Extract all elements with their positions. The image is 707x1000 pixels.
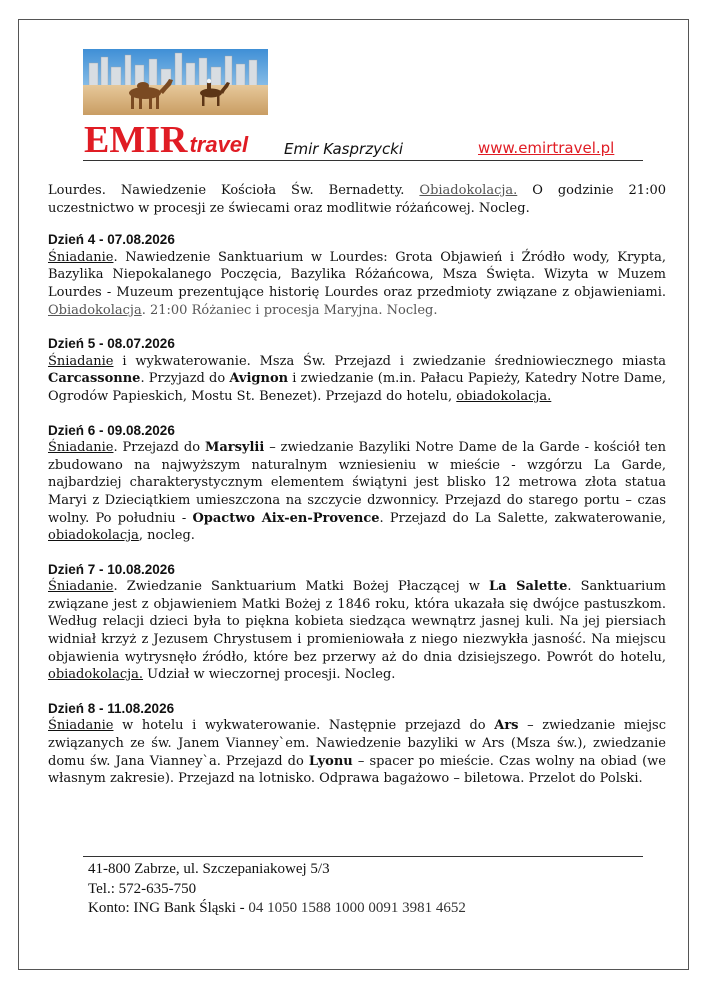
day-8-body: w hotelu i wykwaterowanie. Następnie przejazd do bbox=[113, 718, 495, 734]
day-4-dinner: Obiadokolacja bbox=[48, 302, 142, 318]
day-6-body-2: – zwiedzanie Bazyliki Notre Dame de la Garde - kościół ten zbudowano na najwyższym naturalnym wzniesieniu w mieście - wzgórzu La Garde, najbardziej charakterystycznym elementem świątyni jest blisko 12 metrowa złota statua Maryi z Dzieciątkiem umieszczona na szczycie dzwonnicy. Przejazd do starego portu – czas wolny. Po południu - bbox=[48, 440, 666, 526]
footer-phone: Tel.: 572-635-750 bbox=[88, 880, 197, 897]
day-7-body-2: . Sanktuarium związane jest z objawieniem Matki Bożej z 1846 roku, która ukazała się dwójce pastuszkom. Według relacji dzieci była to piękna kobieta siedząca wewnątrz jasnej kuli. Na jej piersiach widniał krzyż z Jezusem Chrystusem i promieniowała z niego niezwykła jasność. Na miejscu objawienia wytrysnęło źródło, które bez przerwy aż do dnia dzisiejszego. Powrót do hotelu, bbox=[48, 579, 666, 665]
day-4-body: . Nawiedzenie Sanktuarium w Lourdes: Grota Objawień i Źródło wody, Krypta, Bazylika Niepokalanego Poczęcia, Bazylika Różańcowa, Msza Święta. Wizyta w Muzem Lourdes - Muzeum prezentujące historię Lourdes oraz przedmioty związane z objawieniami. bbox=[48, 249, 666, 300]
day-5-dinner: obiadokolacja. bbox=[456, 388, 552, 404]
day-5-body-3: i zwiedzanie (m.in. Pałacu Papieży, Katedry Notre Dame, Ogrodów Papieskich, Mostu St. Benezet). Przejazd do hotelu, bbox=[48, 371, 666, 404]
day-5-body-2: . Przyjazd do bbox=[140, 371, 230, 387]
day-4-text bbox=[48, 249, 666, 319]
day-5-body: i wykwaterowanie. Msza Św. Przejazd i zwiedzanie średniowiecznego miasta bbox=[113, 353, 666, 369]
day-4-title: Dzień 4 - 07.08.2026 bbox=[48, 232, 175, 248]
day-8-breakfast: Śniadanie bbox=[48, 718, 114, 734]
day-7-la-salette: La Salette bbox=[489, 579, 568, 595]
day-6-section bbox=[48, 422, 666, 545]
day-7-title: Dzień 7 - 10.08.2026 bbox=[48, 561, 175, 577]
day-7-section bbox=[48, 561, 666, 684]
intro-text-end: O godzinie 21:00 uczestnictwo w procesji ze świecami oraz modlitwie różańcowej. Nocleg. bbox=[48, 183, 666, 216]
day-4-breakfast: Śniadanie bbox=[48, 249, 114, 265]
day-7-breakfast: Śniadanie bbox=[48, 579, 114, 595]
day-6-aix: Opactwo Aix-en-Provence bbox=[192, 510, 380, 526]
company-logo bbox=[84, 118, 274, 162]
day-5-title: Dzień 5 - 08.07.2026 bbox=[48, 336, 175, 352]
footer-divider bbox=[83, 856, 643, 857]
day-5-text bbox=[48, 353, 666, 406]
day-6-dinner: obiadokolacja bbox=[48, 528, 139, 544]
day-7-end: Udział w wieczornej procesji. Nocleg. bbox=[143, 667, 396, 683]
logo-sub-text: travel bbox=[189, 132, 249, 157]
day-4-section bbox=[48, 231, 666, 319]
day-5-breakfast: Śniadanie bbox=[48, 353, 114, 369]
footer-account bbox=[88, 899, 466, 919]
day-7-dinner: obiadokolacja. bbox=[48, 667, 144, 683]
itinerary-content bbox=[48, 182, 666, 788]
footer-address: 41-800 Zabrze, ul. Szczepaniakowej 5/3 bbox=[88, 861, 330, 877]
day-7-text bbox=[48, 578, 666, 684]
intro-paragraph bbox=[48, 182, 666, 217]
day-6-body-3: . Przejazd do La Salette, zakwaterowanie, bbox=[379, 510, 666, 526]
day-6-title: Dzień 6 - 09.08.2026 bbox=[48, 422, 175, 438]
day-6-marsylia: Marsylii bbox=[204, 440, 265, 456]
header-divider bbox=[83, 160, 643, 161]
day-8-title: Dzień 8 - 11.08.2026 bbox=[48, 700, 175, 716]
day-5-section bbox=[48, 335, 666, 405]
banner-photo bbox=[83, 49, 268, 115]
day-6-breakfast: Śniadanie bbox=[48, 440, 114, 456]
logo-main-text: EMIR bbox=[84, 119, 188, 161]
intro-text: Lourdes. Nawiedzenie Kościoła Św. Bernadetty. bbox=[48, 183, 420, 198]
day-6-end: , nocleg. bbox=[138, 528, 195, 544]
website-link[interactable]: www.emirtravel.pl bbox=[478, 139, 615, 157]
day-5-avignon: Avignon bbox=[229, 371, 289, 387]
owner-name: Emir Kasprzycki bbox=[284, 140, 404, 158]
day-6-body: . Przejazd do bbox=[113, 440, 205, 456]
day-8-section bbox=[48, 700, 666, 788]
day-6-text bbox=[48, 439, 666, 545]
footer-account-number: 04 1050 1588 1000 0091 3981 4652 bbox=[248, 900, 466, 916]
footer bbox=[88, 860, 466, 919]
day-4-end: . 21:00 Różaniec i procesja Maryjna. Nocleg. bbox=[141, 302, 438, 318]
footer-account-label: Konto: ING Bank Śląski - bbox=[88, 900, 249, 916]
day-8-ars: Ars bbox=[494, 718, 519, 734]
day-5-carcassonne: Carcassonne bbox=[48, 371, 141, 387]
day-8-body-2: – zwiedzanie miejsc związanych ze św. Janem Vianney`em. Nawiedzenie bazyliki w Ars (Msza św.), zwiedzanie domu św. Jana Vianney`a. Przejazd do bbox=[48, 718, 666, 769]
intro-dinner: Obiadokolacja. bbox=[419, 183, 518, 198]
day-8-text bbox=[48, 717, 666, 787]
day-8-end: – spacer po mieście. Czas wolny na obiad (we własnym zakresie). Przejazd na lotnisko. Odprawa bagażowo – biletowa. Przelot do Polski. bbox=[48, 753, 666, 787]
day-7-body: . Zwiedzanie Sanktuarium Matki Bożej Płaczącej w bbox=[113, 579, 489, 595]
day-8-lyon: Lyonu bbox=[308, 753, 353, 769]
